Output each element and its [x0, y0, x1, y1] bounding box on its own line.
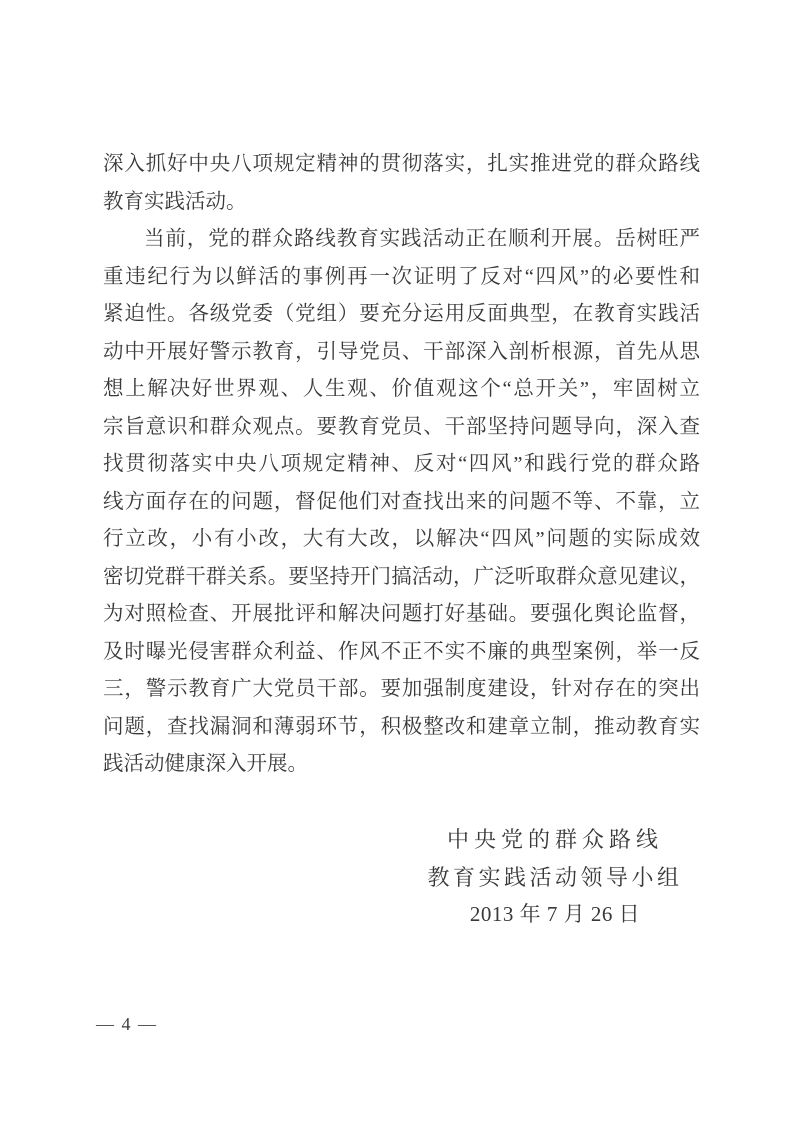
body-text-line: 紧迫性。各级党委（党组）要充分运用反面典型，在教育实践活: [103, 303, 700, 325]
body-text-line: 行立改，小有小改，大有大改，以解决“四风”问题的实际成效: [103, 528, 700, 550]
body-text-line: 及时曝光侵害群众利益、作风不正不实不廉的典型案例，举一反: [103, 640, 700, 663]
body-text-line: 问题，查找漏洞和薄弱环节，积极整改和建章立制，推动教育实: [103, 715, 700, 738]
body-text-line: 动中开展好警示教育，引导党员、干部深入剖析根源，首先从思: [103, 340, 700, 363]
page-number: — 4 —: [96, 1014, 158, 1034]
body-text-line: 当前，党的群众路线教育实践活动正在顺利开展。岳树旺严: [144, 228, 700, 250]
body-text: [103, 146, 700, 784]
body-text-line: 重违纪行为以鲜活的事例再一次证明了反对“四风”的必要性和: [103, 265, 700, 288]
body-text-line: 找贯彻落实中央八项规定精神、反对“四风”和践行党的群众路: [103, 453, 700, 475]
body-text-line: 践活动健康深入开展。: [103, 753, 308, 775]
body-text-line: 为对照检查、开展批评和解决问题打好基础。要强化舆论监督，: [103, 603, 700, 625]
body-text-line: 三，警示教育广大党员干部。要加强制度建设，针对存在的突出: [103, 678, 700, 700]
body-text-line: 深入抓好中央八项规定精神的贯彻落实，扎实推进党的群众路线: [103, 153, 700, 175]
signature-org-line1: 中央党的群众路线: [446, 827, 663, 852]
signature-org-line2: 教育实践活动领导小组: [427, 864, 683, 890]
signature-block: [405, 821, 705, 934]
body-text-line: 线方面存在的问题，督促他们对查找出来的问题不等、不靠，立: [103, 490, 700, 513]
body-text-line: 想上解决好世界观、人生观、价值观这个“总开关”，牢固树立: [103, 378, 700, 400]
body-text-line: 教育实践活动。: [103, 190, 247, 213]
body-text-line: 宗旨意识和群众观点。要教育党员、干部坚持问题导向，深入查: [103, 415, 700, 438]
signature-date: 2013 年 7 月 26 日: [469, 902, 641, 926]
body-text-line: 密切党群干群关系。要坚持开门搞活动，广泛听取群众意见建议，: [103, 565, 700, 588]
